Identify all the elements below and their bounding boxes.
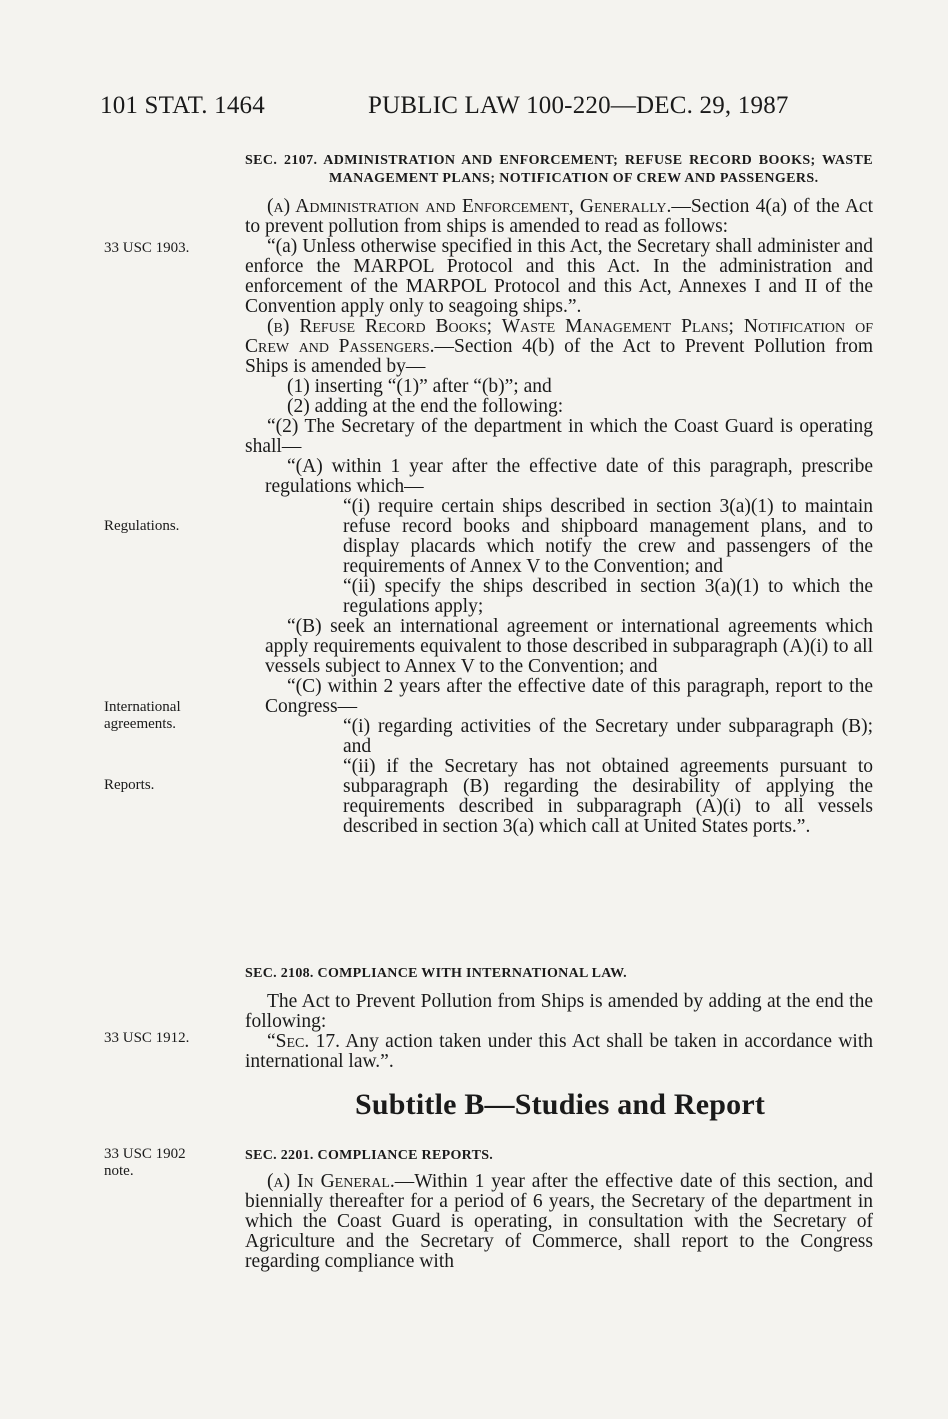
quoted-section-17 xyxy=(245,1032,873,1072)
subsection-label: (a) Administration and Enforcement, Generally. xyxy=(267,196,672,217)
margin-note-line: agreements. xyxy=(104,716,177,732)
subsection-b xyxy=(245,317,873,377)
quoted-paragraph-2: “(2) The Secretary of the department in which the Coast Guard is operating shall— xyxy=(245,416,873,457)
quoted-clause-a-ii: “(ii) specify the ships described in section 3(a)(1) to which the regulations apply; xyxy=(343,576,873,617)
subsection-a xyxy=(245,197,873,237)
clause-text: “(i) require certain ships described in section 3(a)(1) to maintain refuse record books and shipboard management plans, and to display placards which notify the crew and passengers of the requirements of Annex V to the Convention; and xyxy=(343,496,873,577)
subsection-a xyxy=(245,1172,873,1272)
margin-note-usc-1912: 33 USC 1912. xyxy=(104,1030,190,1046)
section-2107 xyxy=(245,152,873,837)
section-text: The Act to Prevent Pollution from Ships is amended by adding at the end the following: xyxy=(245,991,873,1032)
section-2201 xyxy=(245,1146,873,1272)
section-heading: SEC. 2108. COMPLIANCE WITH INTERNATIONAL LAW. xyxy=(245,966,627,981)
paragraph-b1: (1) inserting “(1)” after “(b)”; and xyxy=(287,376,552,397)
quoted-subparagraph-a: “(A) within 1 year after the effective date of this paragraph, prescribe regulations which— xyxy=(265,456,873,497)
subsection-text: —Within 1 year after the effective date of this section, and biennially thereafter for a period of 6 years, the Secretary of the department in which the Coast Guard is operating, in consultation with the Secretary of Agriculture and the Secretary of Commerce, shall report to the Congress regarding compliance with xyxy=(245,1171,873,1272)
subsection-text: —Section 4(a) of the Act to prevent pollution from ships is amended to read as follows: xyxy=(245,196,873,237)
quoted-clause-a-i xyxy=(245,497,873,577)
section-heading: SEC. 2107. ADMINISTRATION AND ENFORCEMENT; REFUSE RECORD BOOKS; WASTE MANAGEMENT PLANS; NOTIFICATION OF CREW AND PASSENGERS. xyxy=(245,153,873,186)
quoted-clause-c-ii: “(ii) if the Secretary has not obtained agreements pursuant to subparagraph (B) regarding the desirability of applying the requirements described in subparagraph (A)(i) to all vessels described in section 3(a) which call at United States ports.”. xyxy=(343,756,873,837)
margin-note-usc-1902 xyxy=(104,1146,186,1180)
section-2108 xyxy=(245,964,873,1072)
margin-note-line: International xyxy=(104,699,181,715)
section-quote-text: Any action taken under this Act shall be taken in accordance with international law.”. xyxy=(245,1031,873,1072)
margin-note-usc-1903: 33 USC 1903. xyxy=(104,240,190,256)
margin-note-line: note. xyxy=(104,1163,134,1179)
running-head-stat: 101 STAT. 1464 xyxy=(100,92,265,119)
subtitle-heading: Subtitle B—Studies and Report xyxy=(355,1088,766,1121)
paragraph-b2: (2) adding at the end the following: xyxy=(287,396,564,417)
quoted-subsection-a: “(a) Unless otherwise specified in this Act, the Secretary shall administer and enforce the MARPOL Protocol and this Act. In the administration and enforcement of the MARPOL Protocol and this Act, Annexes I and II of the Convention apply only to seagoing ships.”. xyxy=(245,236,873,317)
margin-note-line: 33 USC 1902 xyxy=(104,1146,186,1162)
section-label: “Sec. 17. xyxy=(267,1031,340,1052)
subsection-label: (b) Refuse Record Books; Waste Management Plans; Notification of Crew and Passengers. xyxy=(245,316,873,357)
margin-note-regulations: Regulations. xyxy=(104,518,180,534)
section-heading: SEC. 2201. COMPLIANCE REPORTS. xyxy=(245,1148,494,1163)
quoted-subparagraph-c: “(C) within 2 years after the effective date of this paragraph, report to the Congress— xyxy=(265,676,873,717)
quoted-clause-c-i: “(i) regarding activities of the Secretary under subparagraph (B); and xyxy=(343,716,873,757)
subsection-label: (a) In General. xyxy=(267,1171,395,1192)
subsection-text: —Section 4(b) of the Act to Prevent Pollution from Ships is amended by— xyxy=(245,336,874,377)
quoted-subparagraph-b: “(B) seek an international agreement or international agreements which apply requirements equivalent to those described in subparagraph (A)(i) to all vessels subject to Annex V to the Convention; and xyxy=(265,616,873,677)
running-head-law: PUBLIC LAW 100-220—DEC. 29, 1987 xyxy=(368,92,789,119)
margin-note-reports: Reports. xyxy=(104,777,155,793)
margin-note-international-agreements xyxy=(104,699,181,733)
